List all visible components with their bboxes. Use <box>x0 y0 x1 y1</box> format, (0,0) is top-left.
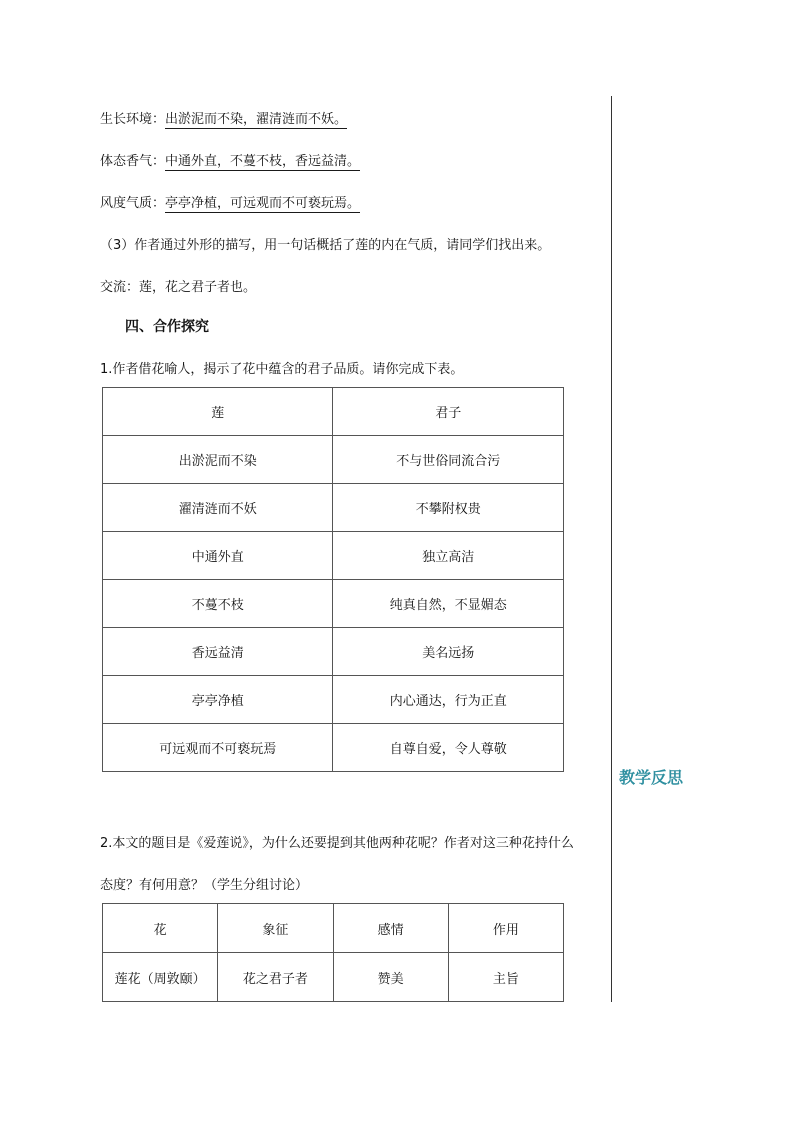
table-row <box>103 484 564 532</box>
lotus-gentleman-table <box>102 387 564 772</box>
column-divider <box>611 96 612 1002</box>
section-heading: 四、合作探究 <box>125 319 209 335</box>
question-2-line-2: 态度？有何用意？（学生分组讨论） <box>100 878 309 893</box>
question-3: （3）作者通过外形的描写，用一句话概括了莲的内在气质，请同学们找出来。 <box>100 238 551 253</box>
table-cell: 不蔓不枝 <box>103 580 333 628</box>
table-cell: 莲花（周敦颐） <box>103 953 218 1002</box>
environment-label: 生长环境： <box>100 112 166 127</box>
table-cell: 不攀附权贵 <box>333 484 564 532</box>
table-cell: 不与世俗同流合污 <box>333 436 564 484</box>
table-row <box>103 580 564 628</box>
table-cell: 濯清涟而不妖 <box>103 484 333 532</box>
form-answer: 中通外直，不蔓不枝，香远益清。 <box>165 154 361 169</box>
table-row <box>103 724 564 772</box>
temperament-answer: 亭亭净植，可远观而不可亵玩焉。 <box>165 196 361 211</box>
table-cell: 亭亭净植 <box>103 676 333 724</box>
table-cell: 主旨 <box>448 953 563 1002</box>
three-flowers-table <box>102 903 564 1002</box>
table-header-cell: 象征 <box>218 904 333 953</box>
table-header-cell: 莲 <box>103 388 333 436</box>
temperament-label: 风度气质： <box>100 196 166 211</box>
table-row <box>103 532 564 580</box>
table-cell: 赞美 <box>333 953 448 1002</box>
table-row <box>103 628 564 676</box>
table-cell: 中通外直 <box>103 532 333 580</box>
table-header-cell: 花 <box>103 904 218 953</box>
table-cell: 花之君子者 <box>218 953 333 1002</box>
temperament-line <box>100 192 360 211</box>
form-fragrance-line <box>100 150 360 169</box>
environment-line <box>100 108 347 127</box>
environment-answer: 出淤泥而不染，濯清涟而不妖。 <box>165 112 348 127</box>
table-cell: 内心通达，行为正直 <box>333 676 564 724</box>
form-label: 体态香气： <box>100 154 166 169</box>
table-header-cell: 感情 <box>333 904 448 953</box>
table-cell: 出淤泥而不染 <box>103 436 333 484</box>
table-row <box>103 676 564 724</box>
table-row <box>103 953 564 1002</box>
table-cell: 独立高洁 <box>333 532 564 580</box>
table-cell: 自尊自爱，令人尊敬 <box>333 724 564 772</box>
table-header-row <box>103 388 564 436</box>
table-cell: 美名远扬 <box>333 628 564 676</box>
question-1: 1.作者借花喻人，揭示了花中蕴含的君子品质。请你完成下表。 <box>100 362 464 377</box>
discussion-answer: 交流：莲，花之君子者也。 <box>100 280 257 295</box>
table-header-cell: 君子 <box>333 388 564 436</box>
table-cell: 香远益清 <box>103 628 333 676</box>
table-cell: 纯真自然，不显媚态 <box>333 580 564 628</box>
teaching-reflection-title: 教学反思 <box>619 768 684 787</box>
table-header-row <box>103 904 564 953</box>
table-cell: 可远观而不可亵玩焉 <box>103 724 333 772</box>
question-2-line-1: 2.本文的题目是《爱莲说》，为什么还要提到其他两种花呢？作者对这三种花持什么 <box>100 836 574 851</box>
table-header-cell: 作用 <box>448 904 563 953</box>
table-row <box>103 436 564 484</box>
